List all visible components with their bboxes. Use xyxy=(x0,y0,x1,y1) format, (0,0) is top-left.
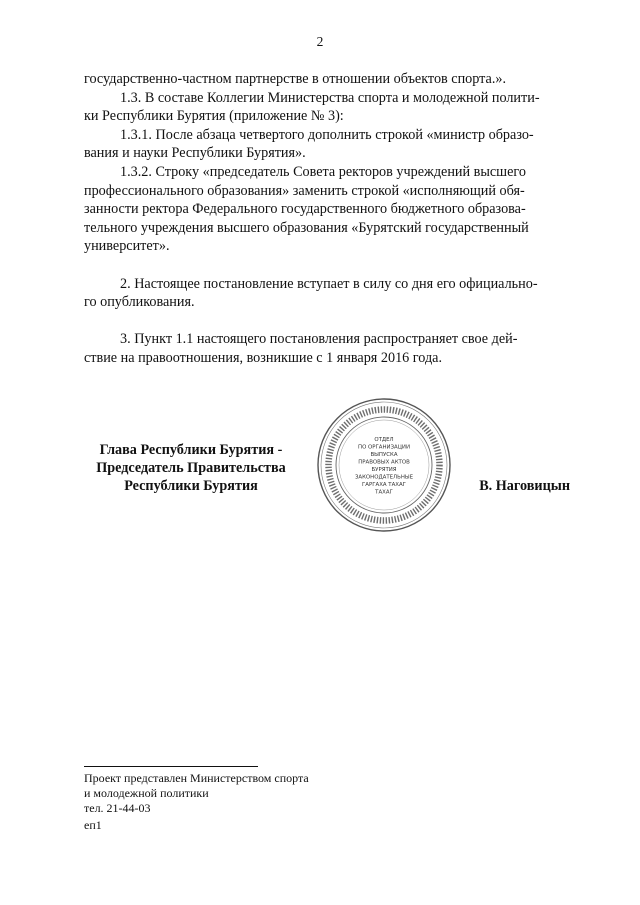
stamp-line-3: ВЫПУСКА xyxy=(370,452,398,458)
footer-note-line-2: и молодежной политики xyxy=(84,786,209,800)
signatory-title xyxy=(84,442,298,495)
clause-1-3-1-line-2: вания и науки Республики Бурятия». xyxy=(84,145,306,162)
clause-1-3-2-line-4: тельного учреждения высшего образования «Бурятский государственный xyxy=(84,219,529,236)
clause-1-3-1-line-1: 1.3.1. После абзаца четвертого дополнить строкой «министр образо- xyxy=(120,126,534,143)
clause-1-3-2-line-1: 1.3.2. Строку «председатель Совета ректоров учреждений высшего xyxy=(120,163,526,180)
signatory-title-line-3: Республики Бурятия xyxy=(124,477,258,494)
official-seal-stamp xyxy=(315,396,453,534)
page-number: 2 xyxy=(316,34,324,49)
stamp-line-4: ПРАВОВЫХ АКТОВ xyxy=(358,459,410,466)
document-code: еп1 xyxy=(84,818,102,832)
clause-1-3-line-2: ки Республики Бурятия (приложение № 3): xyxy=(84,108,344,125)
signatory-title-line-2: Председатель Правительства xyxy=(96,459,286,476)
stamp-line-5: БУРЯТИЯ xyxy=(371,467,397,473)
clause-2-line-2: го опубликования. xyxy=(84,294,195,311)
clause-2-line-1: 2. Настоящее постановление вступает в силу со дня его официально- xyxy=(120,275,538,292)
stamp-line-6: ЗАКОНОДАТЕЛЬНЫЕ xyxy=(354,474,414,481)
footer-divider xyxy=(84,766,258,767)
signatory-title-line-1: Глава Республики Бурятия - xyxy=(99,442,283,458)
clause-1-3-line-1: 1.3. В составе Коллегии Министерства спорта и молодежной полити- xyxy=(120,89,540,106)
stamp-line-8: ТАХАГ xyxy=(375,489,393,496)
clause-3-line-2: ствие на правоотношения, возникшие с 1 января 2016 года. xyxy=(84,349,443,366)
clause-1-3-2-line-3: занности ректора Федерального государственного бюджетного образова- xyxy=(84,201,526,218)
footer-phone: тел. 21-44-03 xyxy=(84,801,151,815)
footer-note xyxy=(84,771,309,816)
clause-1-3-2-line-2: профессионального образования» заменить строкой «исполняющий обя- xyxy=(84,182,525,199)
paragraph-spacer xyxy=(84,256,572,275)
paragraph-continuation: государственно-частном партнерстве в отношении объектов спорта.». xyxy=(84,71,507,87)
clause-1-3-2-line-5: университет». xyxy=(84,238,170,255)
signer-name: В. Наговицын xyxy=(479,478,570,494)
document-body xyxy=(84,70,572,368)
paragraph-spacer xyxy=(84,312,572,331)
stamp-line-1: ОТДЕЛ xyxy=(374,437,394,443)
stamp-line-7: ГАРГАХА ТАХАГ xyxy=(362,482,406,488)
clause-3-line-1: 3. Пункт 1.1 настоящего постановления распространяет свое дей- xyxy=(120,331,518,348)
stamp-line-2: ПО ОРГАНИЗАЦИИ xyxy=(358,444,410,451)
footer-note-line-1: Проект представлен Министерством спорта xyxy=(84,771,309,785)
